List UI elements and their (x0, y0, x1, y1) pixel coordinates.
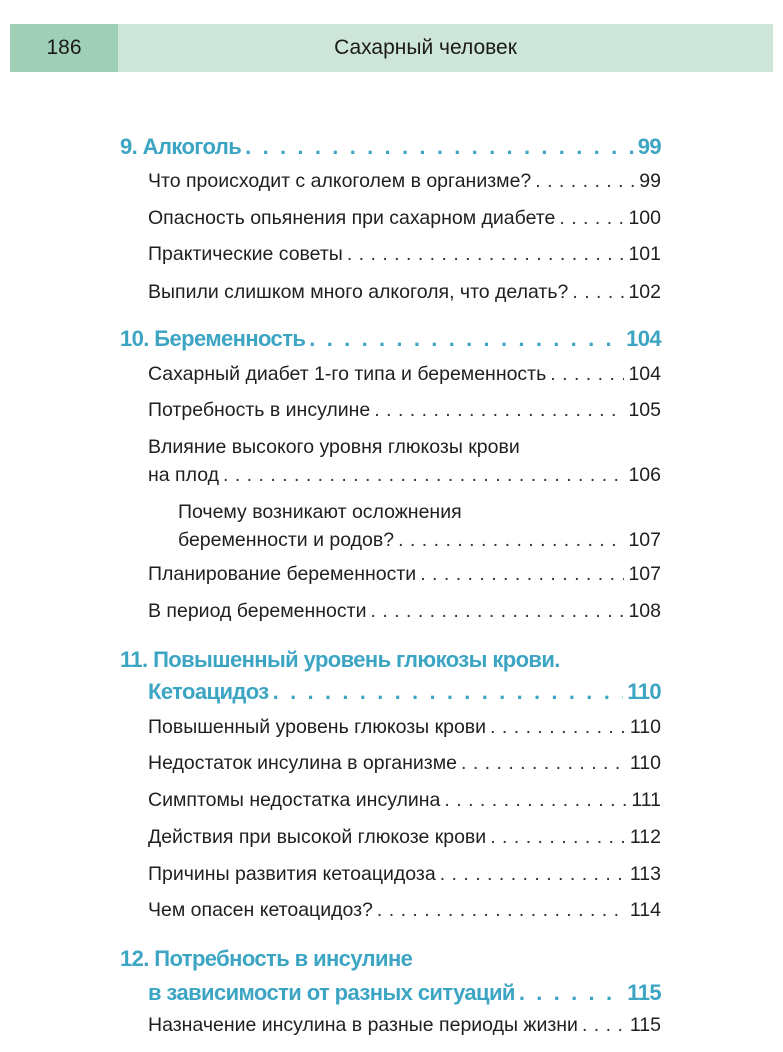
entry-title: Сахарный диабет 1-го типа и беременность (148, 363, 547, 385)
entry-title: Опасность опьянения при сахарном диабете (148, 207, 556, 229)
toc-entry[interactable] (148, 716, 661, 739)
toc-entry[interactable] (148, 464, 661, 487)
entry-title: Недостаток инсулина в организме (148, 752, 457, 774)
dot-leader (245, 134, 634, 160)
entry-title: Причины развития кетоацидоза (148, 863, 436, 885)
chapter-page: 115 (627, 980, 661, 1005)
dot-leader (398, 529, 624, 552)
dot-leader (535, 170, 635, 193)
toc-entry[interactable] (148, 281, 661, 304)
entry-page: 105 (628, 399, 661, 421)
entry-page: 111 (631, 789, 661, 811)
dot-leader (223, 464, 624, 487)
dot-leader (309, 326, 622, 352)
dot-leader (550, 363, 624, 386)
dot-leader (440, 863, 626, 886)
toc-chapter-12-line1: 12. Потребность в инсулине (120, 946, 413, 971)
toc-entry[interactable] (148, 207, 661, 230)
entry-title: беременности и родов? (178, 529, 395, 551)
dot-leader (490, 716, 626, 739)
chapter-title: Кетоацидоз (148, 679, 269, 704)
entry-page: 102 (628, 281, 661, 303)
dot-leader (582, 1014, 626, 1037)
toc-entry[interactable] (148, 243, 661, 266)
entry-title: Практические советы (148, 243, 343, 265)
entry-title: В период беременности (148, 600, 367, 622)
entry-title: на плод (148, 464, 219, 486)
toc-entry[interactable] (148, 600, 661, 623)
entry-title: Чем опасен кетоацидоз? (148, 899, 373, 921)
toc-chapter-12[interactable] (148, 980, 661, 1006)
entry-page: 114 (629, 899, 661, 921)
entry-page: 110 (629, 716, 661, 738)
dot-leader (572, 281, 624, 304)
dot-leader (370, 600, 624, 623)
toc-entry[interactable] (148, 863, 661, 886)
entry-title: Потребность в инсулине (148, 399, 371, 421)
entry-page: 106 (628, 464, 661, 486)
dot-leader (420, 563, 624, 586)
toc-entry[interactable] (148, 789, 661, 812)
dot-leader (347, 243, 625, 266)
entry-page: 112 (629, 826, 661, 848)
book-title: Сахарный человек (118, 24, 773, 72)
entry-title: Назначение инсулина в разные периоды жизни (148, 1014, 578, 1036)
dot-leader (444, 789, 627, 812)
dot-leader (490, 826, 626, 849)
toc-chapter-10[interactable] (120, 326, 661, 352)
toc-entry[interactable] (148, 752, 661, 775)
chapter-page: 110 (627, 679, 661, 704)
chapter-title: в зависимости от разных ситуаций (148, 980, 515, 1005)
toc-entry[interactable] (148, 363, 661, 386)
toc-chapter-11-line1: 11. Повышенный уровень глюкозы крови. (120, 647, 560, 672)
entry-title: Выпили слишком много алкоголя, что делать? (148, 281, 569, 303)
toc-chapter-11[interactable] (148, 679, 661, 705)
chapter-page: 99 (637, 134, 661, 159)
dot-leader (273, 679, 624, 705)
dot-leader (461, 752, 626, 775)
entry-page: 99 (639, 170, 661, 192)
page-number: 186 (10, 24, 118, 72)
entry-page: 108 (628, 600, 661, 622)
entry-page: 107 (628, 563, 661, 585)
toc-entry[interactable] (148, 563, 661, 586)
toc-entry[interactable] (148, 826, 661, 849)
entry-title: Повышенный уровень глюкозы крови (148, 716, 487, 738)
dot-leader (377, 899, 626, 922)
entry-title: Действия при высокой глюкозе крови (148, 826, 487, 848)
toc-entry[interactable] (148, 1014, 661, 1037)
toc-subentry-line1: Почему возникают осложнения (178, 501, 462, 523)
dot-leader (519, 980, 623, 1006)
entry-title: Симптомы недостатка инсулина (148, 789, 441, 811)
dot-leader (559, 207, 624, 230)
entry-title: Планирование беременности (148, 563, 417, 585)
entry-page: 115 (629, 1014, 661, 1036)
dot-leader (374, 399, 624, 422)
chapter-title: 9. Алкоголь (120, 134, 242, 159)
chapter-title: 10. Беременность (120, 326, 306, 351)
entry-page: 107 (628, 529, 661, 551)
entry-page: 100 (628, 207, 661, 229)
toc-entry[interactable] (148, 899, 661, 922)
chapter-page: 104 (626, 326, 661, 351)
entry-page: 104 (628, 363, 661, 385)
entry-page: 113 (629, 863, 661, 885)
toc-entry-line1: Влияние высокого уровня глюкозы крови (148, 436, 520, 458)
entry-page: 110 (629, 752, 661, 774)
toc-entry[interactable] (148, 399, 661, 422)
entry-title: Что происходит с алкоголем в организме? (148, 170, 532, 192)
toc-entry[interactable] (148, 170, 661, 193)
toc-subentry[interactable] (178, 529, 661, 552)
entry-page: 101 (628, 243, 661, 265)
toc-chapter-9[interactable] (120, 134, 661, 160)
